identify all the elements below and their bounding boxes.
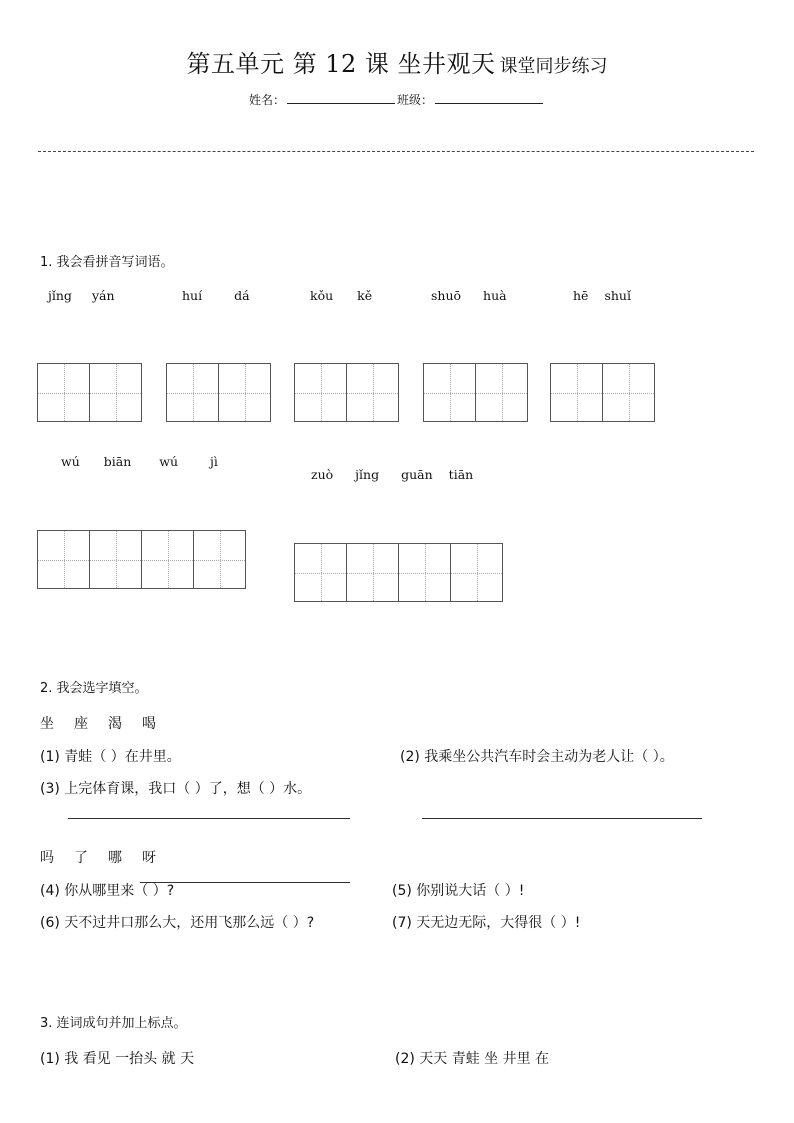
pinyin: shuǐ (604, 288, 631, 303)
pinyin: zuò (311, 467, 334, 482)
question-3: (3) 上完体育课，我口（ ）了，想（ ）水。 (40, 781, 312, 797)
pinyin: dá (234, 288, 250, 303)
pinyin: shuō (431, 288, 462, 303)
name-blank[interactable] (287, 91, 395, 104)
pinyin: yán (91, 288, 115, 303)
title-main: 第五单元 第 12 课 坐井观天 (186, 50, 496, 78)
pinyin: hē (573, 288, 589, 303)
class-blank[interactable] (435, 91, 543, 104)
writing-grid-4[interactable] (423, 363, 528, 422)
question-6: (6) 天不过井口那么大，还用飞那么远（ ）? (40, 915, 315, 931)
pinyin: biān (103, 454, 132, 469)
writing-grid-7[interactable] (294, 543, 503, 602)
char-choice: 呀 (142, 850, 156, 866)
char-choices-1 (40, 713, 176, 733)
divider (38, 151, 754, 152)
pinyin-group-4 (431, 288, 507, 303)
pinyin-group-6 (61, 454, 218, 469)
char-choice: 哪 (108, 850, 122, 866)
name-label: 姓名： (248, 93, 285, 107)
writing-grid-3[interactable] (294, 363, 399, 422)
title-sub: 课堂同步练习 (499, 56, 608, 77)
section2-title: 2. 我会选字填空。 (40, 681, 148, 696)
char-choice: 渴 (108, 716, 122, 732)
question-1: (1) 青蛙（ ）在井里。 (40, 749, 181, 765)
pinyin: jǐng (48, 288, 72, 303)
pinyin: jì (210, 454, 218, 469)
question-2: (2) 我乘坐公共汽车时会主动为老人让（ ）。 (400, 749, 674, 765)
section3-title: 3. 连词成句并加上标点。 (40, 1016, 187, 1031)
pinyin: guān (401, 467, 433, 482)
pinyin-group-3 (310, 288, 372, 303)
char-choice: 座 (74, 716, 88, 732)
char-choice: 吗 (40, 850, 54, 866)
pinyin-group-7 (311, 467, 473, 482)
class-label: 班级： (397, 93, 434, 107)
pinyin: wú (61, 454, 80, 469)
char-choice: 喝 (142, 716, 156, 732)
writing-grid-5[interactable] (550, 363, 655, 422)
pinyin: wú (159, 454, 179, 469)
pinyin: jǐng (355, 467, 380, 482)
writing-grid-1[interactable] (37, 363, 142, 422)
char-choice: 了 (74, 850, 88, 866)
sentence-1: (1) 我 看见 一抬头 就 天 (40, 1051, 195, 1067)
writing-grid-2[interactable] (166, 363, 271, 422)
pinyin: kǒu (310, 288, 334, 303)
student-info (0, 91, 794, 108)
answer-line[interactable] (68, 818, 350, 819)
pinyin: huà (483, 288, 507, 303)
pinyin-group-1 (48, 288, 115, 303)
pinyin-group-5 (573, 288, 631, 303)
question-4: (4) 你从哪里来（ ）? (40, 883, 175, 899)
section1-title: 1. 我会看拼音写词语。 (40, 255, 174, 270)
pinyin: kě (357, 288, 373, 303)
char-choices-2 (40, 847, 176, 867)
pinyin: huí (182, 288, 203, 303)
sentence-2: (2) 天天 青蛙 坐 井里 在 (395, 1051, 550, 1067)
page-title (0, 44, 794, 79)
pinyin-group-2 (182, 288, 250, 303)
writing-grid-6[interactable] (37, 530, 246, 589)
char-choice: 坐 (40, 716, 54, 732)
pinyin: tiān (448, 467, 474, 482)
question-5: (5) 你别说大话（ ）! (392, 883, 525, 899)
answer-line[interactable] (422, 818, 702, 819)
question-7: (7) 天无边无际，大得很（ ）! (392, 915, 581, 931)
